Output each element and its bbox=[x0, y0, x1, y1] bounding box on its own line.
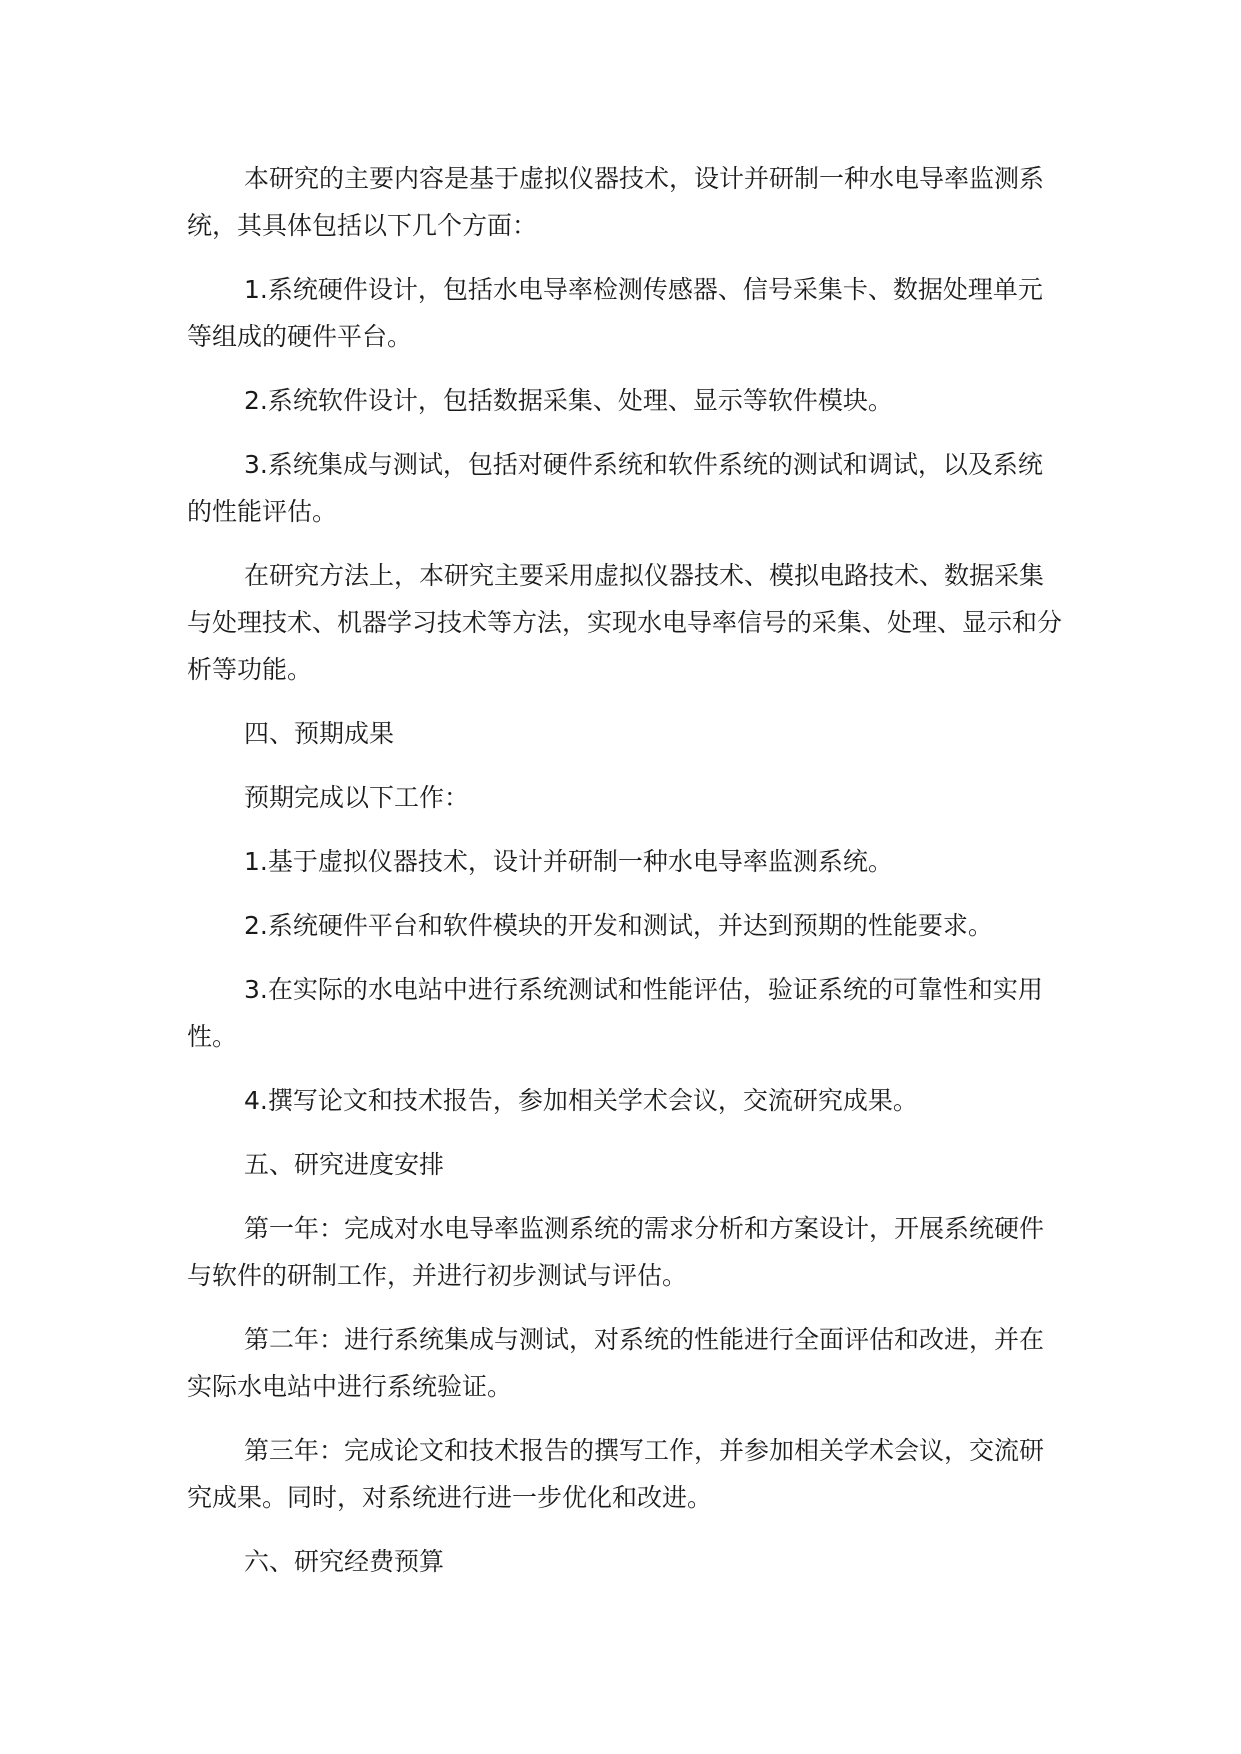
paragraph-research-methods: 在研究方法上，本研究主要采用虚拟仪器技术、模拟电路技术、数据采集与处理技术、机器学习技术等方法，实现水电导率信号的采集、处理、显示和分析等功能。 bbox=[187, 561, 1063, 684]
section-heading-schedule: 五、研究进度安排 bbox=[244, 1150, 445, 1179]
document-body bbox=[187, 155, 1067, 1602]
paragraph-expected-item-3: 3.在实际的水电站中进行系统测试和性能评估，验证系统的可靠性和实用性。 bbox=[187, 975, 1043, 1051]
paragraph-schedule-year-2: 第二年：进行系统集成与测试，对系统的性能进行全面评估和改进，并在实际水电站中进行系统验证。 bbox=[187, 1325, 1045, 1401]
section-heading-budget: 六、研究经费预算 bbox=[244, 1547, 445, 1576]
paragraph-research-content: 本研究的主要内容是基于虚拟仪器技术，设计并研制一种水电导率监测系统，其具体包括以下几个方面： bbox=[187, 164, 1045, 240]
paragraph-expected-item-2: 2.系统硬件平台和软件模块的开发和测试，并达到预期的性能要求。 bbox=[244, 911, 993, 940]
paragraph-software-design: 2.系统软件设计，包括数据采集、处理、显示等软件模块。 bbox=[244, 386, 893, 415]
paragraph-integration-testing: 3.系统集成与测试，包括对硬件系统和软件系统的测试和调试，以及系统的性能评估。 bbox=[187, 450, 1043, 526]
section-heading-expected-results: 四、预期成果 bbox=[244, 719, 395, 748]
paragraph-expected-intro: 预期完成以下工作： bbox=[244, 783, 470, 812]
paragraph-expected-item-4: 4.撰写论文和技术报告，参加相关学术会议，交流研究成果。 bbox=[244, 1086, 918, 1115]
paragraph-schedule-year-3: 第三年：完成论文和技术报告的撰写工作，并参加相关学术会议，交流研究成果。同时，对系统进行进一步优化和改进。 bbox=[187, 1436, 1045, 1512]
paragraph-hardware-design: 1.系统硬件设计，包括水电导率检测传感器、信号采集卡、数据处理单元等组成的硬件平台。 bbox=[187, 275, 1043, 351]
paragraph-schedule-year-1: 第一年：完成对水电导率监测系统的需求分析和方案设计，开展系统硬件与软件的研制工作，并进行初步测试与评估。 bbox=[187, 1214, 1045, 1290]
paragraph-expected-item-1: 1.基于虚拟仪器技术，设计并研制一种水电导率监测系统。 bbox=[244, 847, 893, 876]
